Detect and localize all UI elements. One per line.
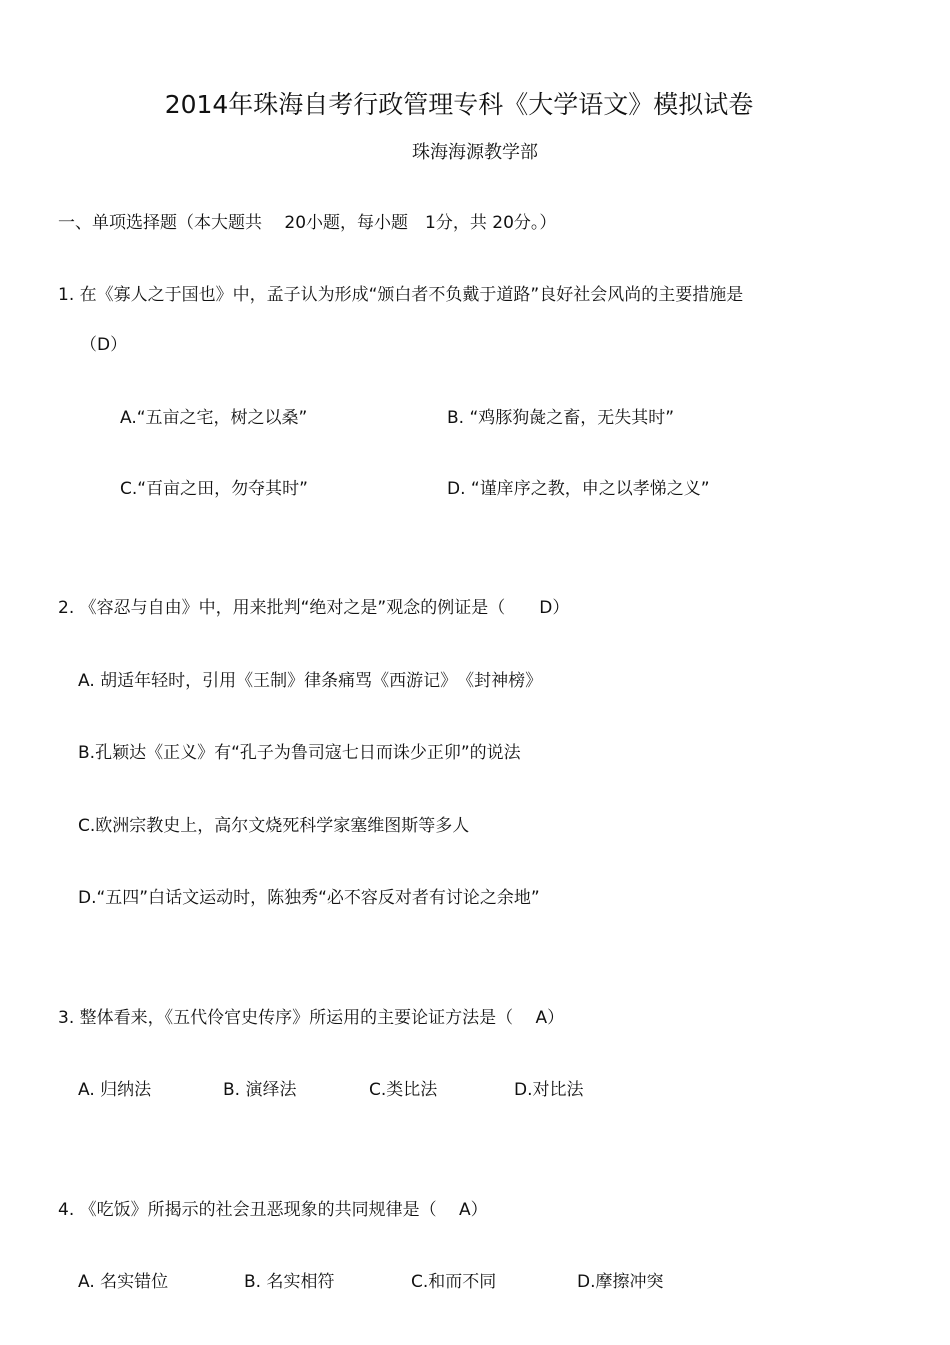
- page-subtitle: 珠海海源教学部: [412, 142, 538, 163]
- question-2-option-b: B.孔颖达《正义》有“孔子为鲁司寇七日而诛少正卯”的说法: [78, 743, 521, 763]
- section-heading: 一、单项选择题（本大题共 20小题，每小题 1分，共 20分。）: [58, 213, 557, 233]
- question-4-option-d: D.摩擦冲突: [577, 1272, 664, 1292]
- question-4-option-a: A. 名实错位: [78, 1272, 169, 1292]
- question-1-stem: 1. 在《寡人之于国也》中，孟子认为形成“颁白者不负戴于道路”良好社会风尚的主要措施是: [58, 285, 744, 305]
- question-2-stem: 2. 《容忍与自由》中，用来批判“绝对之是”观念的例证是（ D）: [58, 598, 570, 618]
- question-2-option-d: D.“五四”白话文运动时，陈独秀“必不容反对者有讨论之余地”: [78, 888, 540, 908]
- question-4-option-b: B. 名实相符: [244, 1272, 335, 1292]
- question-2-option-c: C.欧洲宗教史上，高尔文烧死科学家塞维图斯等多人: [78, 816, 470, 836]
- question-3-stem: 3. 整体看来，《五代伶官史传序》所运用的主要论证方法是（ A）: [58, 1008, 565, 1028]
- question-3-option-a: A. 归纳法: [78, 1080, 152, 1100]
- question-2-option-a: A. 胡适年轻时，引用《王制》律条痛骂《西游记》 《封神榜》: [78, 671, 543, 691]
- question-3-option-d: D.对比法: [514, 1080, 584, 1100]
- question-3-option-b: B. 演绎法: [223, 1080, 297, 1100]
- question-4-stem: 4. 《吃饭》所揭示的社会丑恶现象的共同规律是（ A）: [58, 1200, 488, 1220]
- question-1-option-c: C.“百亩之田，勿夺其时”: [120, 479, 308, 499]
- page-title: 2014年珠海自考行政管理专科《大学语文》模拟试卷: [164, 90, 754, 119]
- question-4-option-c: C.和而不同: [411, 1272, 497, 1292]
- question-1-answer: （D）: [80, 335, 128, 355]
- question-1-option-a: A.“五亩之宅，树之以桑”: [120, 408, 308, 428]
- question-1-option-b: B. “鸡豚狗彘之畜，无失其时”: [447, 408, 675, 428]
- question-3-option-c: C.类比法: [369, 1080, 438, 1100]
- question-1-option-d: D. “谨庠序之教，申之以孝悌之义”: [447, 479, 710, 499]
